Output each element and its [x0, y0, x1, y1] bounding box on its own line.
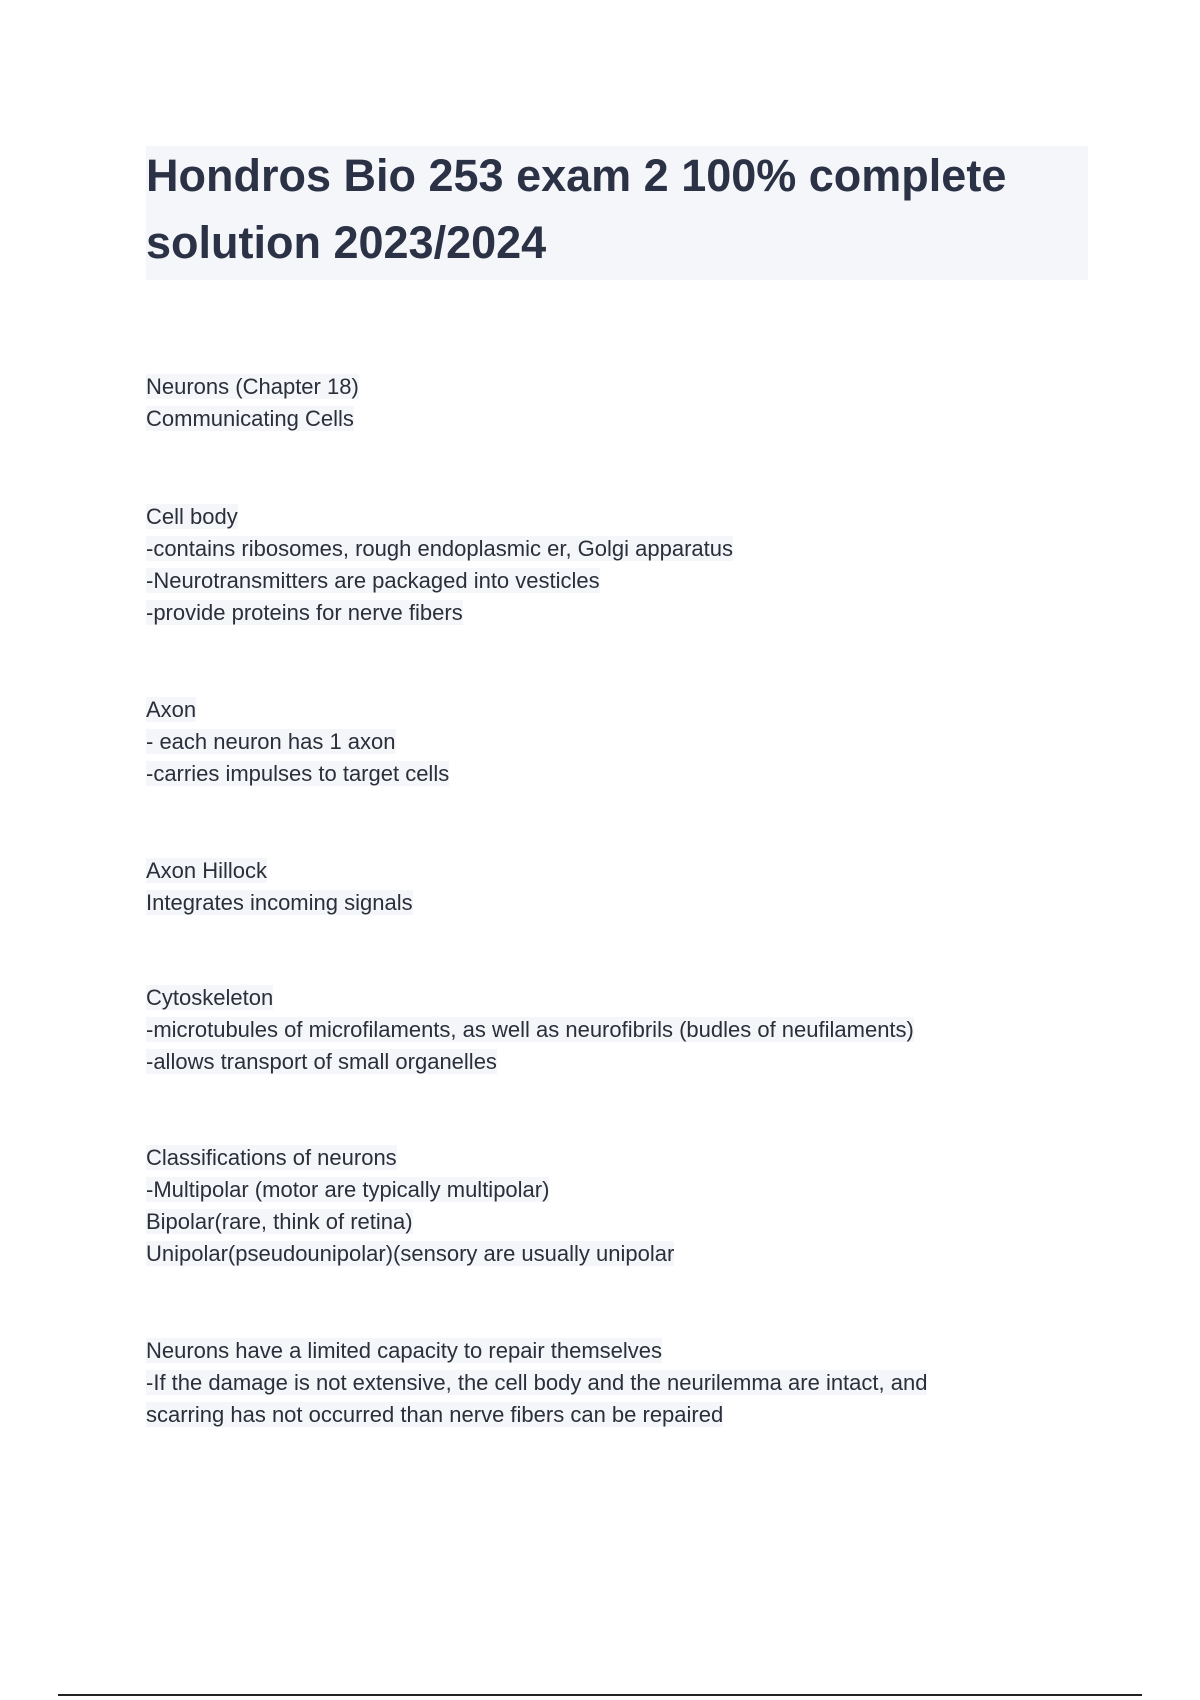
- section-classifications: [146, 1142, 1046, 1270]
- section-line: Communicating Cells: [146, 406, 354, 431]
- section-line: -provide proteins for nerve fibers: [146, 600, 463, 625]
- section-heading: Axon: [146, 697, 197, 722]
- section-line: Unipolar(pseudounipolar)(sensory are usually unipolar: [146, 1241, 675, 1266]
- section-cytoskeleton: [146, 982, 1046, 1078]
- page-title: Hondros Bio 253 exam 2 100% complete solution 2023/2024: [146, 150, 1007, 268]
- section-line: -Neurotransmitters are packaged into vesticles: [146, 568, 600, 593]
- section-heading: Neurons have a limited capacity to repair themselves: [146, 1338, 663, 1363]
- section-line: -microtubules of microfilaments, as well as neurofibrils (budles of neufilaments): [146, 1017, 914, 1042]
- section-heading: Cytoskeleton: [146, 985, 274, 1010]
- section-heading: Classifications of neurons: [146, 1145, 397, 1170]
- section-line: -allows transport of small organelles: [146, 1049, 497, 1074]
- section-axon: [146, 694, 1046, 790]
- section-heading: Axon Hillock: [146, 858, 268, 883]
- section-cell-body: [146, 501, 1046, 629]
- section-line: -contains ribosomes, rough endoplasmic er, Golgi apparatus: [146, 536, 733, 561]
- section-heading: Neurons (Chapter 18): [146, 374, 359, 399]
- section-line: -carries impulses to target cells: [146, 761, 450, 786]
- section-line: -Multipolar (motor are typically multipolar): [146, 1177, 550, 1202]
- section-heading: Cell body: [146, 504, 238, 529]
- section-neurons: [146, 371, 1046, 435]
- section-line: -If the damage is not extensive, the cell body and the neurilemma are intact, and: [146, 1370, 928, 1395]
- section-axon-hillock: [146, 855, 1046, 919]
- section-repair: [146, 1335, 1046, 1431]
- section-line: Bipolar(rare, think of retina): [146, 1209, 413, 1234]
- section-line: - each neuron has 1 axon: [146, 729, 396, 754]
- section-line: scarring has not occurred than nerve fibers can be repaired: [146, 1402, 724, 1427]
- section-line: Integrates incoming signals: [146, 890, 413, 915]
- footer-divider: [58, 1694, 1142, 1696]
